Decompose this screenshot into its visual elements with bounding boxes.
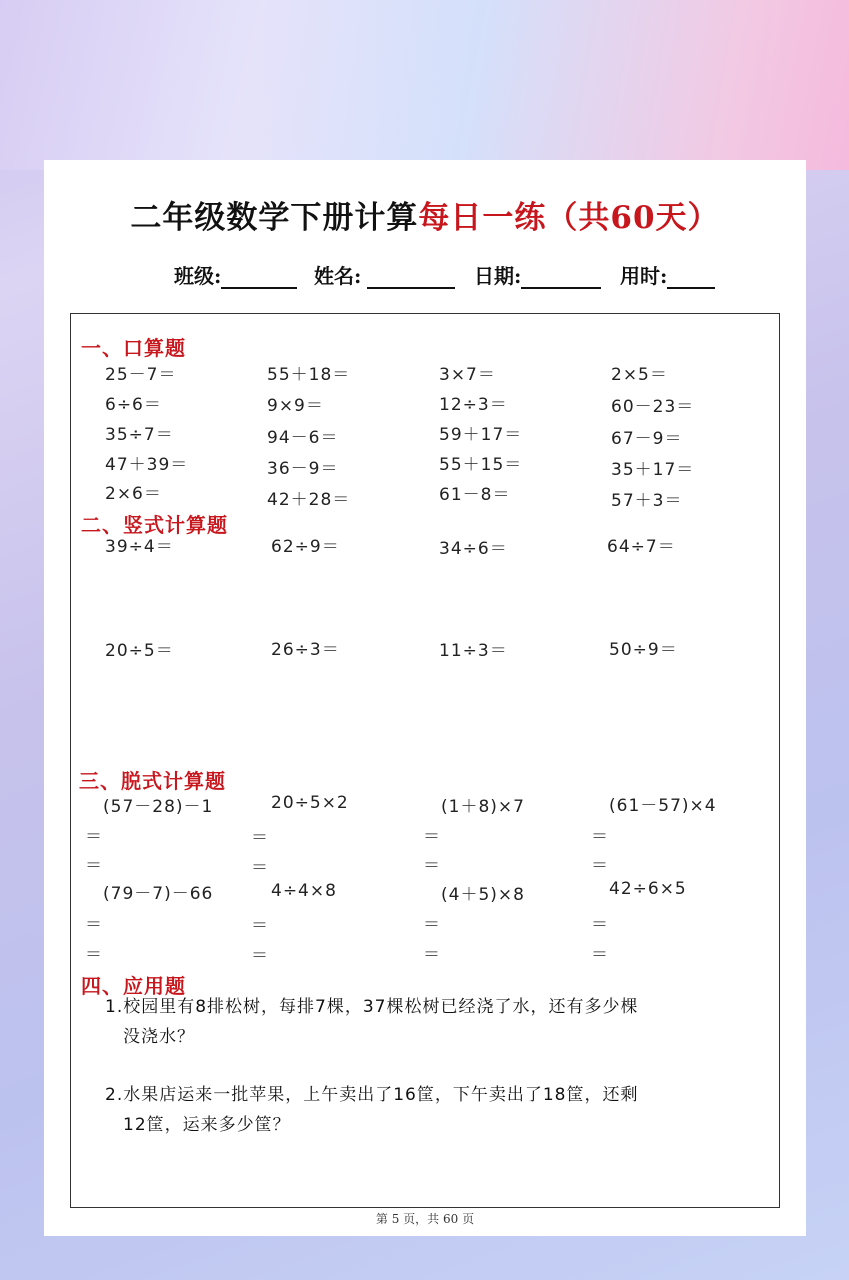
page-number-footer: 第 5 页，共 60 页 [375, 1212, 475, 1226]
oral-item: 61－8＝ [439, 485, 511, 505]
equals-sign: ＝ [591, 945, 608, 965]
equals-sign: ＝ [423, 856, 440, 876]
vertical-item: 34÷6＝ [439, 539, 508, 559]
equals-sign: ＝ [423, 945, 440, 965]
oral-item: 94－6＝ [267, 428, 339, 448]
word-problem-1-line1: 1.校园里有8排松树，每排7棵，37棵松树已经浇了水，还有多少棵 [105, 997, 639, 1017]
vertical-item: 50÷9＝ [609, 640, 678, 660]
word-problem-2-line2: 12筐，运来多少筐？ [123, 1115, 291, 1135]
stepwise-item: (57－28)－1 [103, 797, 214, 817]
time-field[interactable] [620, 260, 715, 289]
exercise-frame [70, 313, 780, 1208]
section-stepwise-title: 三、脱式计算题 [79, 769, 226, 793]
vertical-item: 11÷3＝ [439, 641, 508, 661]
equals-sign: ＝ [591, 827, 608, 847]
date-field[interactable] [474, 260, 601, 289]
oral-item: 59＋17＝ [439, 425, 523, 445]
stepwise-item: (61－57)×4 [609, 796, 717, 816]
stepwise-item: (4＋5)×8 [441, 885, 525, 905]
oral-item: 36－9＝ [267, 459, 339, 479]
class-blank[interactable] [221, 267, 297, 289]
equals-sign: ＝ [85, 856, 102, 876]
title-highlight: 每日一练（共60天） [418, 200, 720, 236]
vertical-item: 26÷3＝ [271, 640, 340, 660]
oral-item: 57＋3＝ [611, 491, 683, 511]
class-field[interactable] [174, 260, 297, 289]
vertical-item: 20÷5＝ [105, 641, 174, 661]
oral-item: 2×5＝ [611, 365, 668, 385]
word-problem-2 [105, 1080, 765, 1140]
word-problem-1 [105, 992, 765, 1052]
oral-item: 35÷7＝ [105, 425, 174, 445]
equals-sign: ＝ [591, 856, 608, 876]
oral-item: 3×7＝ [439, 365, 496, 385]
vertical-item: 64÷7＝ [607, 537, 676, 557]
class-label: 班级: [174, 264, 222, 288]
equals-sign: ＝ [423, 827, 440, 847]
word-problem-1-line2: 没浇水？ [123, 1027, 195, 1047]
equals-sign: ＝ [251, 916, 268, 936]
section-oral-title: 一、口算题 [81, 336, 186, 360]
oral-item: 42＋28＝ [267, 490, 351, 510]
name-label: 姓名: [314, 264, 362, 288]
vertical-item: 39÷4＝ [105, 537, 174, 557]
oral-item: 55＋18＝ [267, 365, 351, 385]
equals-sign: ＝ [423, 915, 440, 935]
worksheet-title [44, 192, 806, 237]
time-blank[interactable] [667, 267, 715, 289]
section-vertical-title: 二、竖式计算题 [81, 513, 228, 537]
background-glow [0, 0, 849, 170]
equals-sign: ＝ [85, 945, 102, 965]
date-blank[interactable] [521, 267, 601, 289]
equals-sign: ＝ [85, 915, 102, 935]
title-main: 二年级数学下册计算 [130, 200, 419, 236]
oral-item: 25－7＝ [105, 365, 177, 385]
stepwise-item: 20÷5×2 [271, 793, 349, 813]
equals-sign: ＝ [251, 828, 268, 848]
name-blank[interactable] [367, 267, 455, 289]
stepwise-item: (79－7)－66 [103, 884, 214, 904]
time-label: 用时: [620, 264, 668, 288]
stepwise-item: (1＋8)×7 [441, 797, 525, 817]
stepwise-item: 42÷6×5 [609, 879, 687, 899]
word-problem-2-line1: 2.水果店运来一批苹果，上午卖出了16筐，下午卖出了18筐，还剩 [105, 1085, 639, 1105]
equals-sign: ＝ [85, 827, 102, 847]
student-info-row [174, 260, 784, 294]
vertical-item: 62÷9＝ [271, 537, 340, 557]
oral-item: 47＋39＝ [105, 455, 189, 475]
section-word-problems-title: 四、应用题 [81, 974, 186, 998]
oral-item: 60－23＝ [611, 397, 695, 417]
oral-item: 6÷6＝ [105, 395, 162, 415]
name-field[interactable] [314, 260, 455, 289]
worksheet-page [44, 160, 806, 1236]
equals-sign: ＝ [251, 946, 268, 966]
oral-item: 9×9＝ [267, 396, 324, 416]
oral-item: 12÷3＝ [439, 395, 508, 415]
date-label: 日期: [474, 264, 522, 288]
oral-item: 67－9＝ [611, 429, 683, 449]
equals-sign: ＝ [251, 858, 268, 878]
stepwise-item: 4÷4×8 [271, 881, 337, 901]
equals-sign: ＝ [591, 915, 608, 935]
oral-item: 35＋17＝ [611, 460, 695, 480]
oral-item: 2×6＝ [105, 484, 162, 504]
oral-item: 55＋15＝ [439, 455, 523, 475]
